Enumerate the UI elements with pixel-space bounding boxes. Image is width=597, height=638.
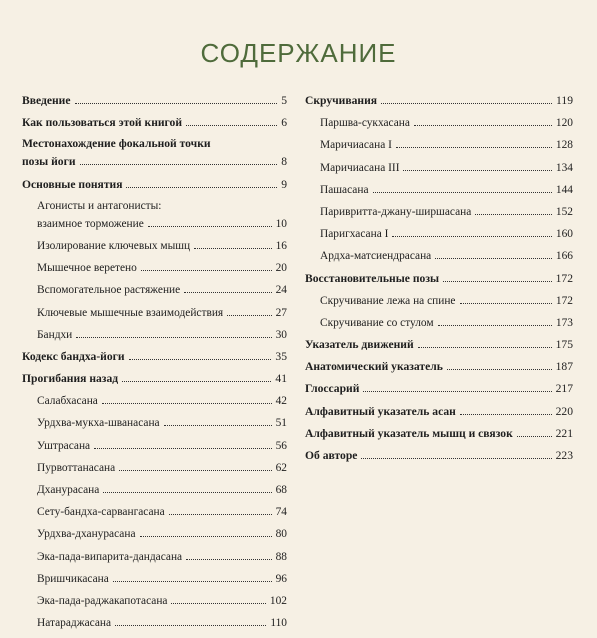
dot-leader [447, 360, 552, 370]
toc-entry-label: Указатель движений [305, 338, 414, 352]
toc-entry[interactable] [22, 239, 287, 252]
toc-right-column [305, 94, 573, 471]
dot-leader [115, 616, 266, 626]
toc-entry[interactable] [22, 261, 287, 274]
toc-page-number: 56 [275, 439, 287, 452]
dot-leader [140, 527, 272, 537]
toc-entry[interactable] [22, 94, 287, 107]
toc-page-number: 128 [555, 139, 573, 152]
toc-page-number: 119 [556, 94, 573, 107]
toc-page-number: 80 [275, 528, 287, 541]
toc-entry[interactable] [305, 294, 573, 307]
dot-leader [126, 178, 277, 188]
toc-page-number: 172 [555, 294, 573, 307]
toc-entry-label: Алфавитный указатель мышц и связок [305, 426, 513, 440]
dot-leader [113, 572, 272, 582]
toc-page-number: 175 [555, 338, 573, 352]
toc-page-number: 134 [555, 161, 573, 174]
toc-page-number: 9 [281, 177, 287, 191]
toc-page-number: 41 [275, 372, 287, 386]
dot-leader [80, 155, 278, 165]
toc-page-number: 10 [275, 217, 287, 230]
toc-entry[interactable] [305, 272, 573, 285]
toc-entry[interactable] [22, 372, 287, 385]
toc-page-number: 6 [281, 116, 287, 130]
toc-page-number: 74 [275, 506, 287, 519]
dot-leader [381, 94, 552, 104]
toc-entry-label: Основные понятия [22, 177, 123, 191]
dot-leader [76, 328, 271, 338]
toc-page-number: 16 [275, 239, 287, 252]
toc-page-number: 102 [269, 594, 287, 607]
toc-entry[interactable] [22, 350, 287, 363]
toc-entry-label: Скручивание лежа на спине [320, 294, 456, 307]
dot-leader [129, 350, 272, 360]
toc-entry[interactable] [37, 217, 287, 230]
toc-entry[interactable] [305, 316, 573, 329]
toc-page-number: 88 [275, 550, 287, 563]
toc-entry[interactable] [22, 616, 287, 629]
toc-page-number: 160 [555, 228, 573, 241]
toc-entry[interactable] [305, 338, 573, 351]
toc-entry[interactable] [305, 161, 573, 174]
toc-page-number: 110 [270, 617, 287, 630]
toc-entry[interactable] [305, 382, 573, 395]
toc-entry[interactable] [305, 405, 573, 418]
dot-leader [227, 306, 271, 316]
dot-leader [403, 161, 551, 171]
toc-entry-label: взаимное торможение [37, 217, 144, 230]
toc-entry[interactable] [22, 483, 287, 496]
toc-entry-label: Дханурасана [37, 484, 100, 496]
dot-leader [517, 427, 552, 437]
toc-entry[interactable] [22, 155, 287, 168]
toc-entry[interactable] [22, 505, 287, 518]
toc-entry-multiline[interactable] [22, 138, 287, 168]
toc-entry[interactable] [305, 227, 573, 240]
dot-leader [148, 217, 272, 227]
toc-page-number: 173 [555, 316, 573, 329]
dot-leader [141, 261, 272, 271]
toc-entry-label: Как пользоваться этой книгой [22, 116, 183, 130]
toc-entry[interactable] [22, 306, 287, 319]
dot-leader [184, 283, 271, 293]
toc-entry-label: Пурвоттанасана [37, 461, 116, 474]
toc-entry-label: Вспомогательное растяжение [37, 284, 181, 297]
toc-page-number: 27 [275, 306, 287, 319]
toc-page-number: 144 [555, 183, 573, 196]
dot-leader [102, 394, 272, 404]
dot-leader [460, 405, 552, 415]
toc-entry-label: Скручивания [305, 94, 378, 107]
dot-leader [443, 272, 552, 282]
dot-leader [94, 439, 272, 449]
toc-entry[interactable] [305, 183, 573, 196]
toc-entry[interactable] [305, 360, 573, 373]
toc-entry[interactable] [22, 572, 287, 585]
dot-leader [122, 372, 271, 382]
toc-entry[interactable] [305, 249, 573, 262]
toc-entry-label: Об авторе [305, 449, 358, 462]
dot-leader [418, 338, 552, 348]
toc-entry[interactable] [305, 205, 573, 218]
toc-entry[interactable] [22, 328, 287, 341]
toc-entry[interactable] [22, 178, 287, 191]
toc-entry-label: Кодекс бандха-йоги [22, 349, 125, 363]
toc-entry[interactable] [22, 439, 287, 452]
toc-page-number: 5 [281, 94, 287, 107]
toc-page-number: 172 [555, 271, 573, 285]
dot-leader [169, 505, 272, 515]
page-title: СОДЕРЖАНИЕ [200, 38, 397, 68]
toc-page-number: 35 [275, 349, 287, 363]
dot-leader [475, 205, 552, 215]
toc-entry-label: Урдхва-мукха-шванасана [37, 417, 160, 430]
toc-page-number: 24 [275, 284, 287, 297]
toc-page-number: 220 [555, 404, 573, 418]
toc-entry-label: Паригхасана I [320, 228, 389, 241]
toc-entry-label: Прогибания назад [22, 372, 119, 386]
toc-entry-label: Маричиасана III [320, 161, 400, 174]
toc-entry[interactable] [22, 416, 287, 429]
toc-entry-label: Паршва-сукхасана [320, 117, 410, 130]
toc-entry-label: Паривритта-джану-ширшасана [320, 205, 472, 218]
toc-entry[interactable] [22, 116, 287, 129]
toc-entry-label: Бандхи [37, 328, 73, 341]
toc-entry-label: Урдхва-дханурасана [37, 528, 136, 541]
toc-entry-label: Натараджасана [37, 617, 112, 630]
toc-page-number: 223 [555, 449, 573, 462]
toc-page-number: 20 [275, 262, 287, 275]
toc-entry-multiline[interactable] [22, 200, 287, 230]
toc-page-number: 42 [275, 395, 287, 408]
toc-entry-label: Алфавитный указатель асан [305, 404, 456, 418]
toc-entry-label: Вришчикасана [37, 572, 109, 585]
toc-left-column [22, 94, 287, 638]
toc-entry-label: Мышечное веретено [37, 262, 137, 275]
toc-entry-label: Уштрасана [37, 439, 91, 452]
toc-entry-label: Ключевые мышечные взаимодействия [37, 306, 224, 319]
dot-leader [164, 416, 272, 426]
toc-page-number: 62 [275, 461, 287, 474]
toc-entry[interactable] [22, 461, 287, 474]
toc-entry[interactable] [305, 449, 573, 462]
toc-entry-label: позы йоги [22, 155, 76, 169]
toc-entry[interactable] [22, 527, 287, 540]
toc-entry-label: Скручивание со стулом [320, 316, 434, 329]
toc-entry-label-line1: Местонахождение фокальной точки [22, 137, 211, 151]
dot-leader [396, 138, 552, 148]
toc-page-number: 96 [275, 572, 287, 585]
toc-entry[interactable] [305, 116, 573, 129]
dot-leader [119, 461, 271, 471]
dot-leader [103, 483, 271, 493]
dot-leader [414, 116, 552, 126]
toc-entry-label: Введение [22, 94, 71, 107]
toc-page-number: 166 [555, 250, 573, 263]
dot-leader [186, 116, 277, 126]
toc-entry[interactable] [22, 594, 287, 607]
toc-entry[interactable] [305, 138, 573, 151]
toc-entry-label: Маричиасана I [320, 139, 392, 152]
toc-page-number: 68 [275, 484, 287, 496]
dot-leader [363, 382, 551, 392]
dot-leader [373, 183, 552, 193]
dot-leader [392, 227, 552, 237]
toc-page-number: 51 [275, 417, 287, 430]
toc-entry[interactable] [22, 394, 287, 407]
toc-page-number: 217 [555, 382, 573, 396]
dot-leader [186, 550, 272, 560]
toc-entry-label: Ардха-матсиендрасана [320, 250, 432, 263]
toc-entry-label-line1: Агонисты и антагонисты: [37, 199, 162, 212]
toc-entry-label: Глоссарий [305, 382, 360, 396]
toc-page-number: 8 [281, 155, 287, 169]
dot-leader [194, 239, 271, 249]
toc-entry[interactable] [305, 94, 573, 107]
toc-entry-label: Салабхасана [37, 395, 98, 408]
dot-leader [460, 294, 552, 304]
toc-entry-label: Сету-бандха-сарвангасана [37, 506, 165, 519]
toc-entry-label: Анатомический указатель [305, 360, 443, 374]
toc-page-number: 221 [555, 426, 573, 440]
toc-entry-label: Восстановительные позы [305, 271, 440, 285]
toc-entry-label: Эка-пада-випарита-дандасана [37, 550, 183, 563]
toc-entry-label: Пашасана [320, 183, 369, 196]
dot-leader [361, 449, 551, 459]
toc-entry[interactable] [22, 283, 287, 296]
dot-leader [435, 249, 552, 259]
toc-entry-label: Эка-пада-раджакапотасана [37, 594, 168, 607]
dot-leader [171, 594, 265, 604]
dot-leader [438, 316, 552, 326]
dot-leader [75, 94, 278, 104]
toc-page-number: 152 [555, 205, 573, 218]
toc-entry[interactable] [305, 427, 573, 440]
toc-page-number: 30 [275, 328, 287, 341]
toc-entry[interactable] [22, 550, 287, 563]
toc-entry-label: Изолирование ключевых мышц [37, 239, 191, 252]
toc-page-number: 187 [555, 360, 573, 374]
toc-page-number: 120 [555, 117, 573, 130]
